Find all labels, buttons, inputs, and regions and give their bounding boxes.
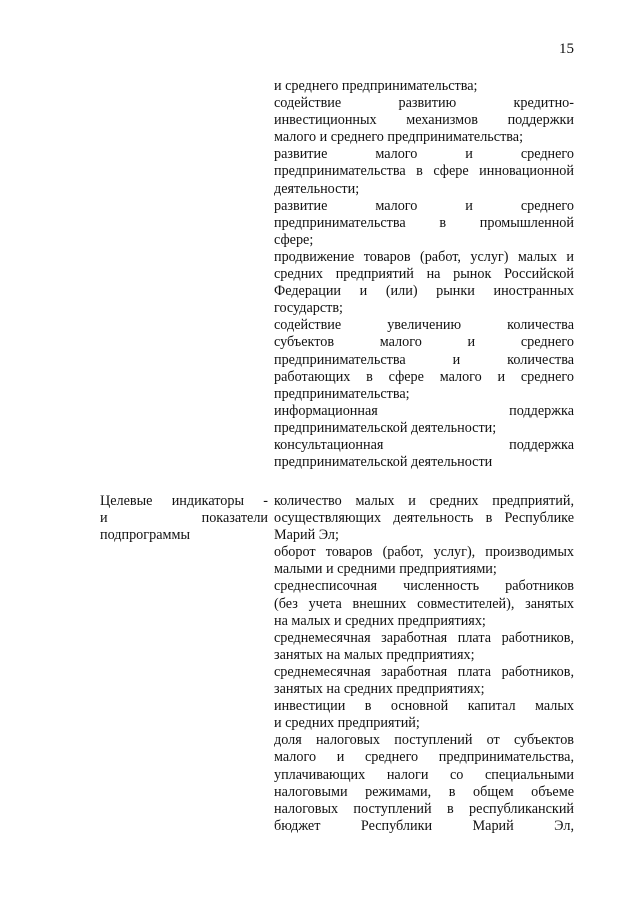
label-line: и показатели (100, 510, 268, 527)
page-number: 15 (559, 41, 574, 57)
text-line: консультационная поддержка (274, 436, 574, 453)
text-line: предпринимательства в промышленной (274, 214, 574, 231)
text-line: содействие развитию кредитно- (274, 95, 574, 112)
text-line: среднемесячная заработная плата работников, (274, 629, 574, 646)
text-line: средних предприятий на рынок Российской (274, 266, 574, 283)
text-line: доля налоговых поступлений от субъектов (274, 732, 574, 749)
text-line: оборот товаров (работ, услуг), производимых (274, 544, 574, 561)
text-line: развитие малого и среднего (274, 197, 574, 214)
text-line: предпринимательства в сфере инновационной (274, 163, 574, 180)
goals-list (274, 78, 574, 471)
text-line: и средних предприятий; (274, 715, 420, 732)
text-line: количество малых и средних предприятий, (274, 493, 574, 509)
indicators-label (100, 493, 268, 544)
text-line: развитие малого и среднего (274, 146, 574, 163)
text-line: налоговыми режимами, в общем объеме (274, 783, 574, 800)
text-line: уплачивающих налоги со специальными (274, 766, 574, 783)
label-line: подпрограммы (100, 527, 190, 544)
text-line: государств; (274, 300, 343, 317)
text-line: субъектов малого и среднего (274, 334, 574, 351)
text-line: осуществляющих деятельность в Республике (274, 510, 574, 527)
label-line: Целевые индикаторы - (100, 493, 268, 509)
text-line: деятельности; (274, 180, 360, 197)
text-line: на малых и средних предприятиях; (274, 612, 486, 629)
indicators-list (274, 493, 574, 835)
text-line: сфере; (274, 231, 314, 248)
text-line: Марий Эл; (274, 527, 339, 544)
text-line: информационная поддержка (274, 402, 574, 419)
text-line: предпринимательства; (274, 385, 410, 402)
text-line: среднемесячная заработная плата работников, (274, 663, 574, 680)
text-line: предпринимательства и количества (274, 351, 574, 368)
text-line: продвижение товаров (работ, услуг) малых и (274, 248, 574, 265)
text-line: работающих в сфере малого и среднего (274, 368, 574, 385)
text-line: бюджет Республики Марий Эл, (274, 817, 574, 834)
text-line: и среднего предпринимательства; (274, 78, 478, 94)
text-line: занятых на средних предприятиях; (274, 681, 485, 698)
text-line: среднесписочная численность работников (274, 578, 574, 595)
text-line: малого и среднего предпринимательства; (274, 129, 524, 146)
text-line: содействие увеличению количества (274, 317, 574, 334)
text-line: инвестиции в основной капитал малых (274, 698, 574, 715)
text-line: предпринимательской деятельности; (274, 419, 497, 436)
text-line: занятых на малых предприятиях; (274, 646, 475, 663)
text-line: малыми и средними предприятиями; (274, 561, 497, 578)
text-line: предпринимательской деятельности (274, 454, 493, 471)
text-line: малого и среднего предпринимательства, (274, 749, 574, 766)
text-line: налоговых поступлений в республиканский (274, 800, 574, 817)
text-line: инвестиционных механизмов поддержки (274, 112, 574, 129)
text-line: Федерации и (или) рынки иностранных (274, 283, 574, 300)
text-line: (без учета внешних совместителей), занятых (274, 595, 574, 612)
